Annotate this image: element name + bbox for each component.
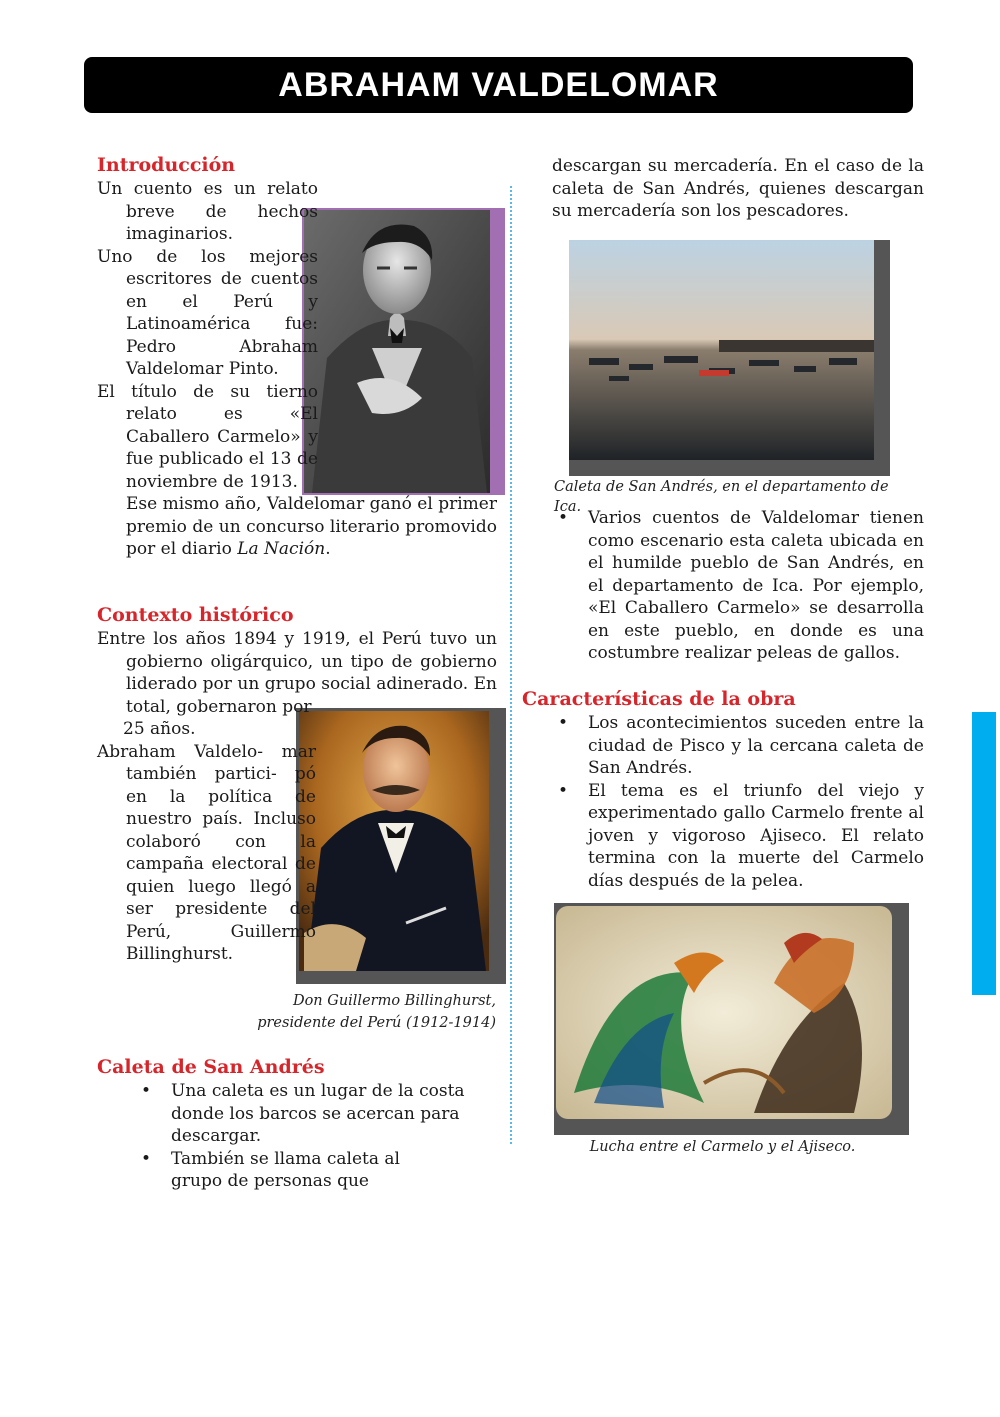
intro-paragraph-1: Un cuento es un relato breve de hechos imaginarios. (97, 179, 318, 244)
intro-paragraph-4-text: Ese mismo año, Valdelomar ganó el primer premio de un concurso literario promovido por el diario (126, 494, 497, 559)
intro-section (97, 152, 497, 561)
caleta-list (97, 1080, 497, 1193)
side-color-tab (972, 712, 996, 995)
caleta-heading: Caleta de San Andrés (97, 1056, 325, 1078)
caleta-continuation: descargan su mercadería. En el caso de la caleta de San Andrés, quienes descargan su mercadería son los pescadores. (552, 156, 924, 221)
context-paragraph-2: Abraham Valdelo- mar también partici- pó en la política de nuestro país. Incluso colaboró con la campaña electoral de quien luego llegó a ser presidente del Perú, Guillermo Billinghurst. (97, 741, 316, 964)
intro-paragraph-4-end: . (325, 539, 331, 559)
column-divider (510, 186, 512, 1144)
title-bar (84, 57, 913, 113)
billinghurst-caption (230, 990, 496, 1034)
features-bullet-2: • El tema es el triunfo del viejo y experimentado gallo Carmelo frente al joven y vigoroso Ajiseco. El relato termina con la muerte del Carmelo días después de la pelea. (552, 780, 924, 893)
intro-paragraph-2: Uno de los mejores escritores de cuentos en el Perú y Latinoamérica fue: Pedro Abraham Valdelomar Pinto. (97, 246, 318, 379)
caleta-bullet-3: • Varios cuentos de Valdelomar tienen como escenario esta caleta ubicada en el humilde pueblo de San Andrés, en el departamento de Ica. Por ejemplo, «El Caballero Carmelo» se desarrolla en este pueblo, en donde es una costumbre realizar peleas de gallos. (552, 507, 924, 665)
page-title: ABRAHAM VALDELOMAR (278, 65, 719, 104)
features-bullet-1: • Los acontecimientos suceden entre la ciudad de Pisco y la cercana caleta de San Andrés. (552, 712, 924, 780)
context-heading: Contexto histórico (97, 604, 294, 626)
caleta-bullet-list-right (552, 507, 924, 665)
context-paragraph-1: Entre los años 1894 y 1919, el Perú tuvo un gobierno oligárquico, un tipo de gobierno liderado por un grupo social adinerado. En total, gobernaron por (97, 629, 497, 717)
intro-paragraph-4 (97, 493, 497, 561)
caleta-section (97, 1054, 497, 1193)
caleta-caption: Caleta de San Andrés, en el departamento de Ica. (554, 479, 889, 515)
rooster-fight-painting (554, 903, 909, 1135)
context-years: 25 años. (123, 719, 196, 739)
billinghurst-caption-line-1: Don Guillermo Billinghurst, (292, 993, 496, 1009)
caleta-photo (569, 240, 890, 476)
billinghurst-caption-line-2: presidente del Perú (1912-1914) (257, 1015, 496, 1031)
intro-paragraph-3: El título de su tierno relato es «El Caballero Carmelo» y fue publicado el 13 de noviembre de 1913. (97, 381, 318, 492)
newspaper-name: La Nación (237, 539, 326, 559)
caleta-bullet-1: • Una caleta es un lugar de la costa donde los barcos se acercan para descargar. (135, 1080, 497, 1148)
caleta-bullet-2: • También se llama caleta al grupo de personas que (135, 1148, 441, 1193)
features-heading: Características de la obra (522, 688, 796, 710)
intro-heading: Introducción (97, 154, 236, 176)
context-section (97, 602, 497, 966)
rooster-caption: Lucha entre el Carmelo y el Ajiseco. (589, 1139, 856, 1155)
features-section (522, 686, 924, 892)
